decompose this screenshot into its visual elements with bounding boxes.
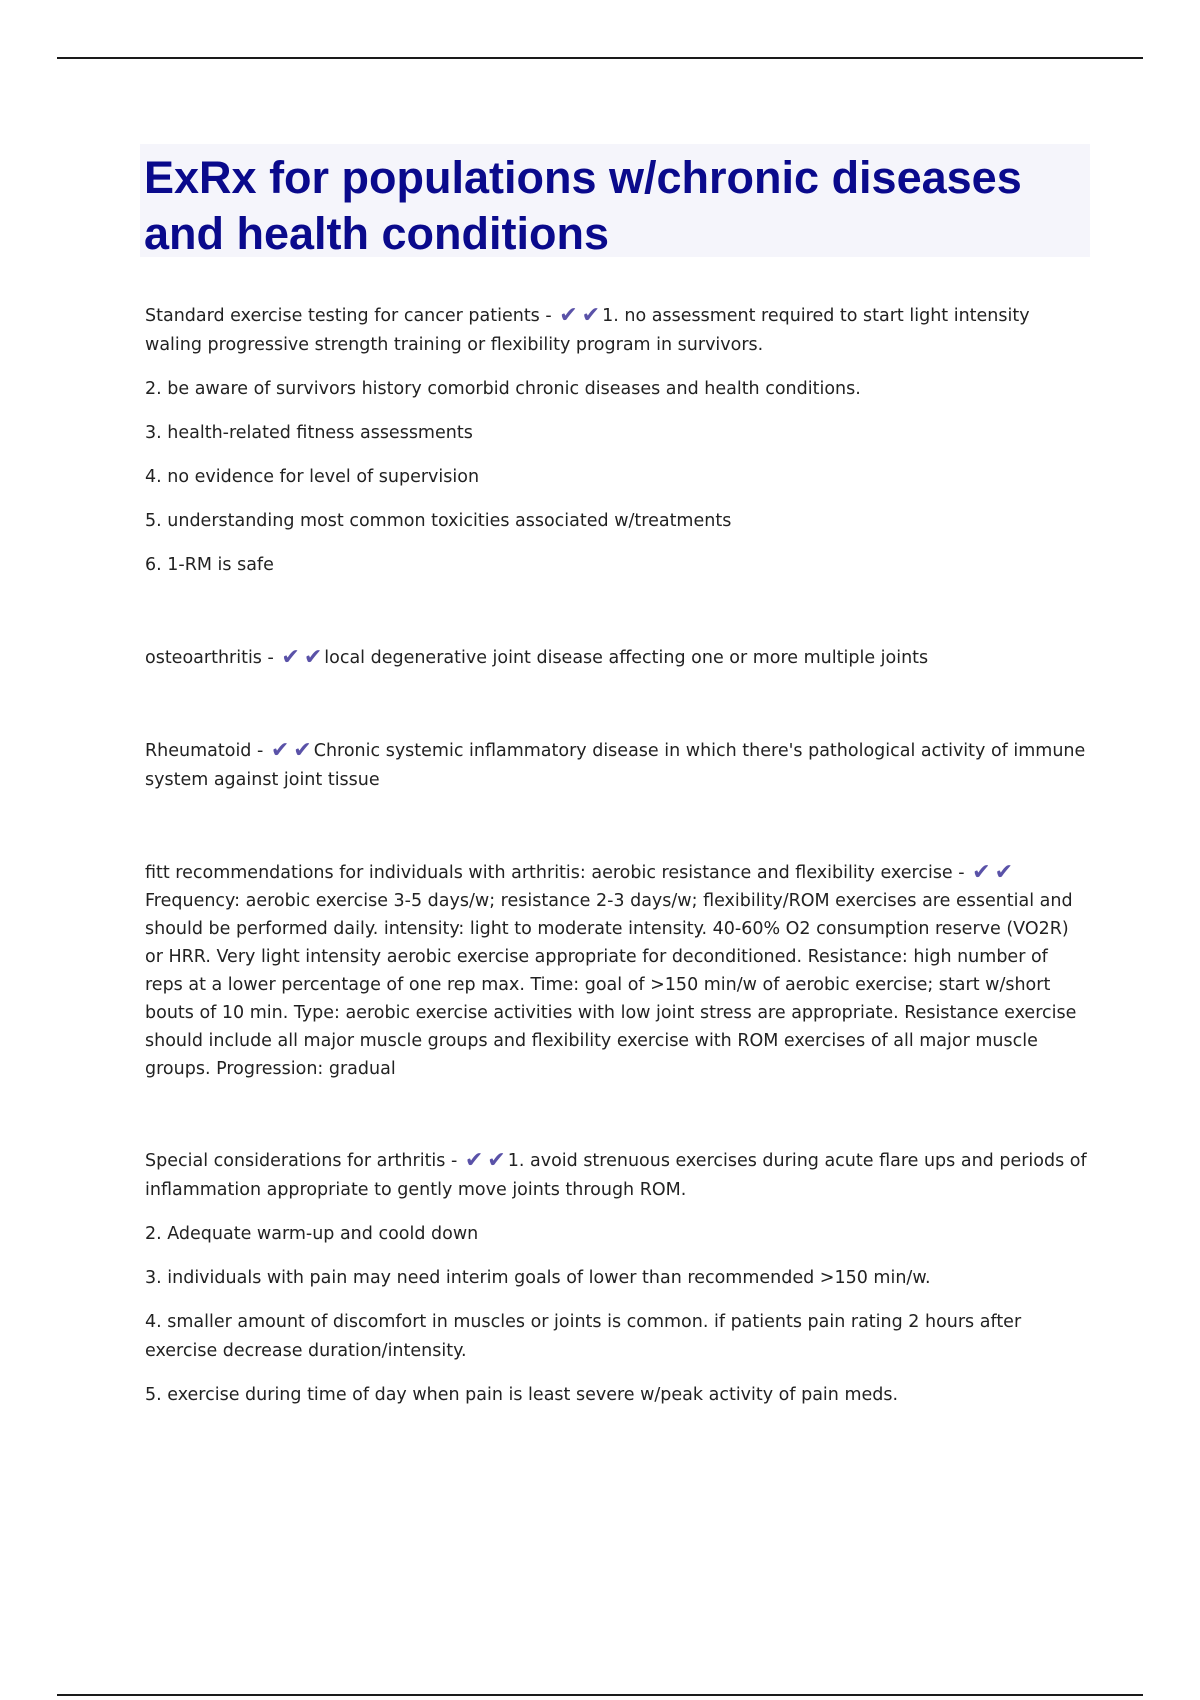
top-divider — [57, 57, 1143, 59]
card-definition-line: 6. 1-RM is safe — [145, 555, 274, 575]
card-definition-line: 2. Adequate warm-up and coold down — [145, 1224, 479, 1244]
check-icon: ✔ — [303, 645, 323, 670]
check-icon: ✔ — [464, 1148, 484, 1173]
page-title: ExRx for populations w/chronic diseases and health conditions — [144, 152, 1022, 259]
flashcard — [145, 737, 1090, 795]
flashcard — [145, 644, 1090, 673]
card-definition-line: 4. no evidence for level of supervision — [145, 467, 480, 487]
card-term: fitt recommendations for individuals with arthritis: aerobic resistance and flexibility exercise - — [145, 863, 971, 883]
card-term: Rheumatoid - — [145, 741, 269, 761]
flashcard — [145, 1147, 1090, 1410]
check-icon: ✔ — [994, 860, 1014, 885]
card-definition-line: 1. avoid strenuous exercises during acute flare ups and periods of inflammation appropriate to gently move joints through ROM. — [145, 1151, 1087, 1200]
flashcard — [145, 302, 1090, 580]
check-icon: ✔ — [293, 738, 312, 763]
card-definition-line: 2. be aware of survivors history comorbid chronic diseases and health conditions. — [145, 379, 861, 399]
card-first-line — [145, 644, 1090, 673]
flashcard-list — [145, 302, 1090, 1410]
card-term: Standard exercise testing for cancer patients - — [145, 306, 558, 326]
card-definition-line: 1. no assessment required to start light intensity waling progressive strength training or flexibility program in survivors. — [145, 306, 1030, 355]
check-icon: ✔ — [559, 303, 578, 328]
card-definition-line: Chronic systemic inflammatory disease in which there's pathological activity of immune system against joint tissue — [145, 741, 1086, 790]
card-definition-line: 4. smaller amount of discomfort in muscles or joints is common. if patients pain rating 2 hours after exercise decrease duration/intensity. — [145, 1312, 1022, 1361]
check-icon: ✔ — [972, 860, 991, 885]
card-definition-line: Frequency: aerobic exercise 3-5 days/w; resistance 2-3 days/w; flexibility/ROM exercises are essential and should be performed daily. intensity: light to moderate intensity. 40-60% O2 consumption reserve (VO2R) or HRR. Very light intensity aerobic exercise appropriate for deconditioned. Resistance: high number of reps at a lower percentage of one rep max. Time: goal of >150 min/w of aerobic exercise; start w/short bouts of 10 min. Type: aerobic exercise activities with low joint stress are appropriate. Resistance exercise should include all major muscle groups and flexibility exercise with ROM exercises of all major muscle groups. Progression: gradual — [145, 891, 1077, 1079]
card-definition-line: local degenerative joint disease affecting one or more multiple joints — [324, 648, 929, 668]
card-first-line — [145, 302, 1090, 360]
card-first-line — [145, 859, 1090, 1083]
card-definition-line: 5. understanding most common toxicities associated w/treatments — [145, 511, 732, 531]
card-definition-line: 5. exercise during time of day when pain is least severe w/peak activity of pain meds. — [145, 1385, 899, 1405]
bottom-divider — [57, 1694, 1143, 1696]
card-definition-line: 3. individuals with pain may need interim goals of lower than recommended >150 min/w. — [145, 1268, 931, 1288]
card-term: osteoarthritis - — [145, 648, 280, 668]
card-term: Special considerations for arthritis - — [145, 1151, 463, 1171]
card-first-line — [145, 1147, 1090, 1205]
card-first-line — [145, 737, 1090, 795]
card-definition-line: 3. health-related fitness assessments — [145, 423, 473, 443]
title-banner — [140, 144, 1090, 257]
check-icon: ✔ — [487, 1148, 506, 1173]
check-icon: ✔ — [270, 738, 290, 763]
flashcard — [145, 859, 1090, 1083]
check-icon: ✔ — [581, 303, 601, 328]
check-icon: ✔ — [281, 645, 300, 670]
